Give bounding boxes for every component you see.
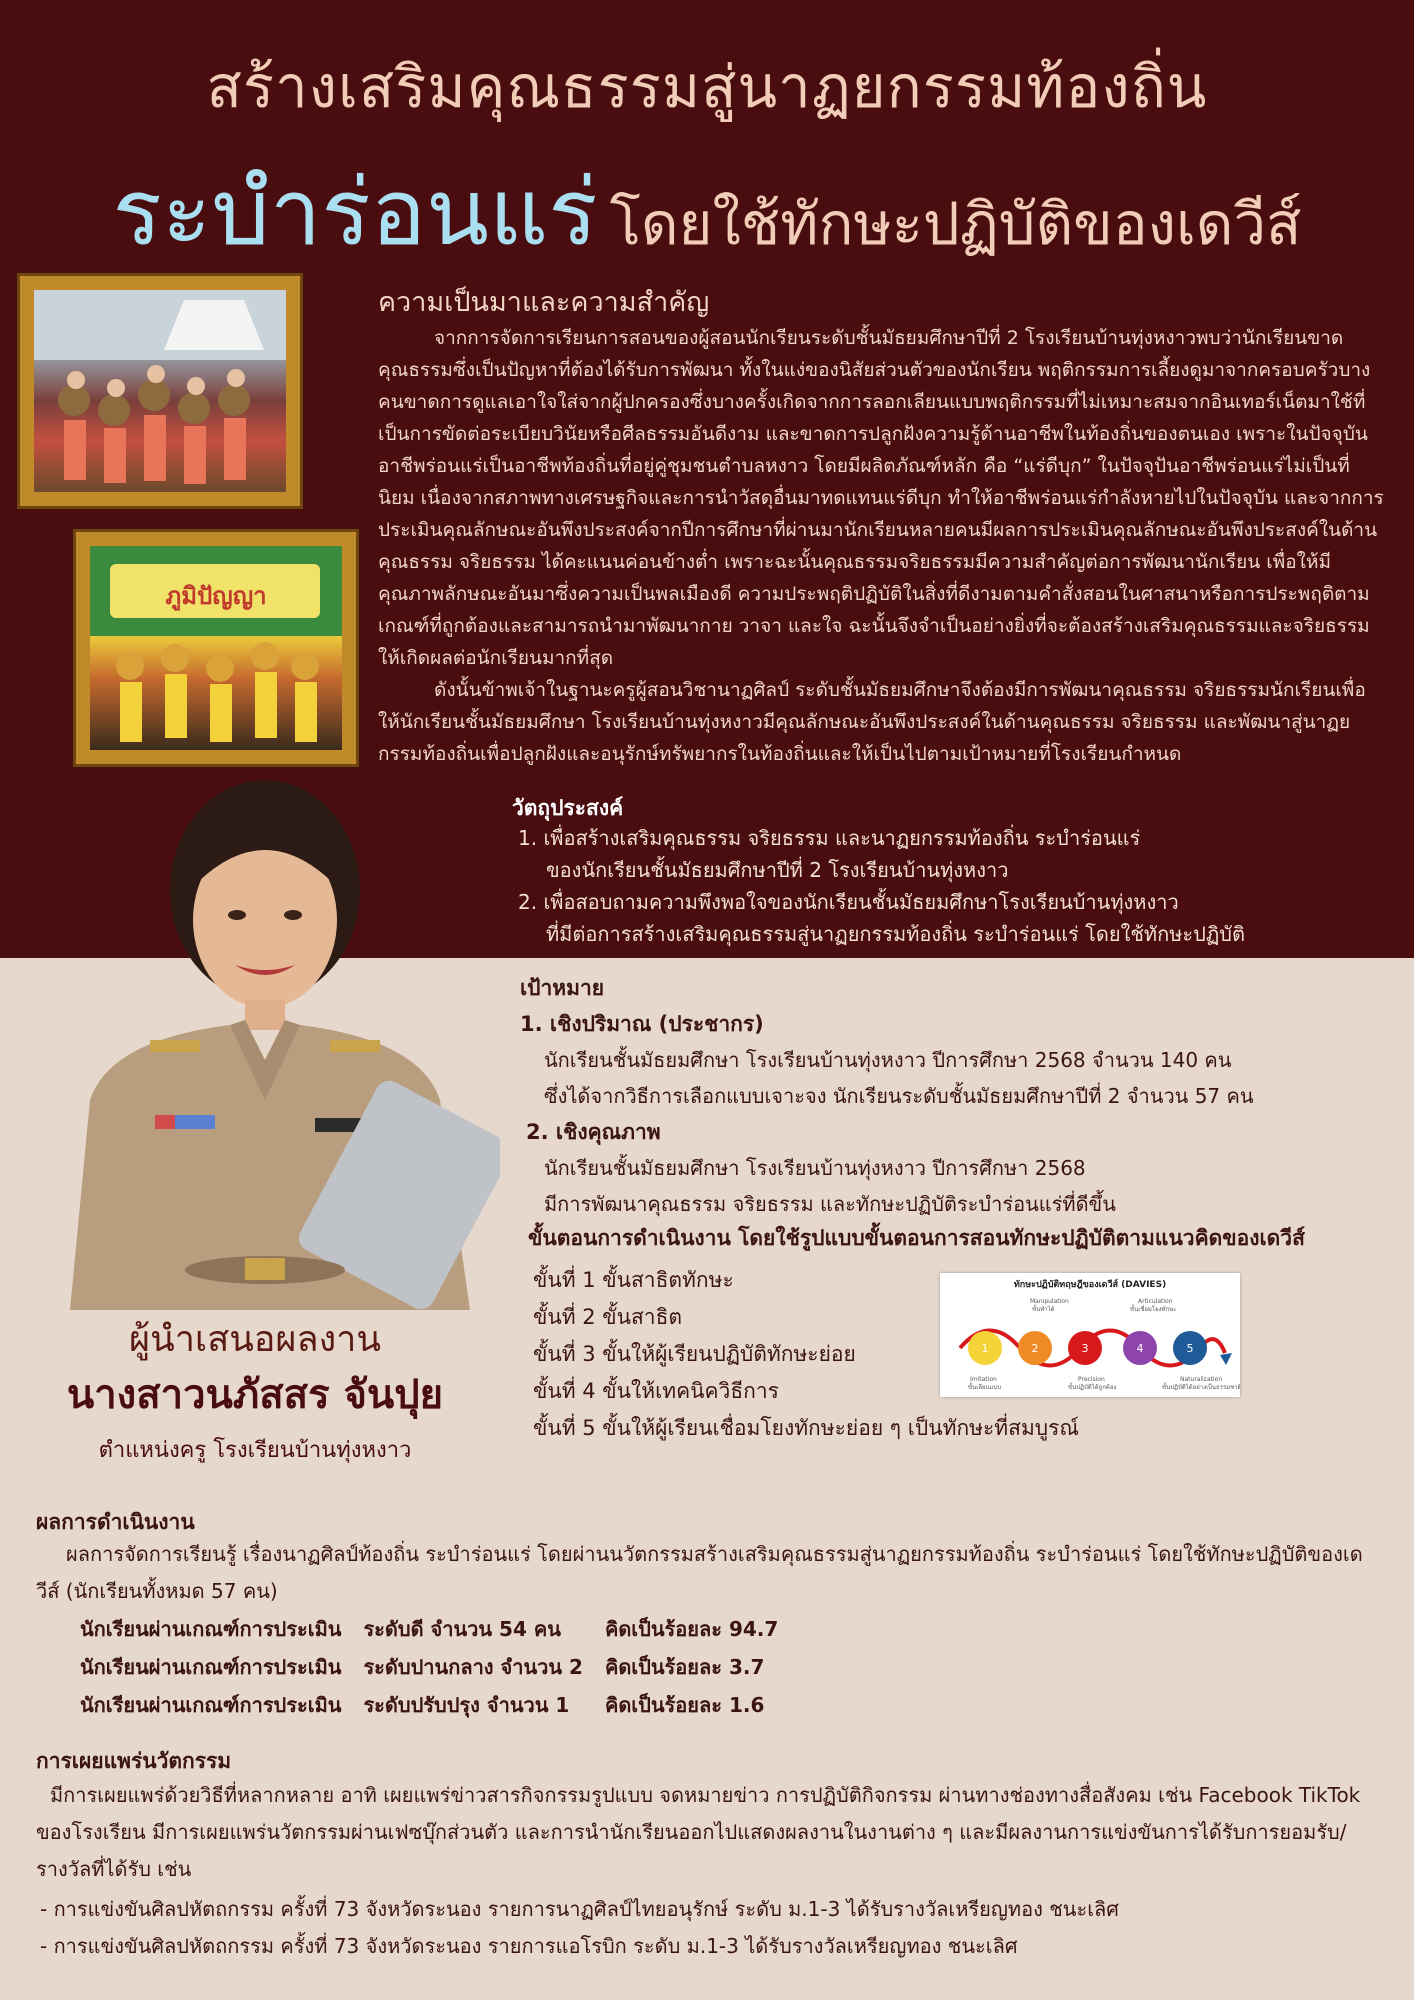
poster-title-line1: สร้างเสริมคุณธรรมสู่นาฏยกรรมท้องถิ่น xyxy=(206,53,1208,121)
objective-line: 1. เพื่อสร้างเสริมคุณธรรม จริยธรรม และนาฏยกรรมท้องถิ่น ระบำร่อนแร่ xyxy=(518,826,1141,850)
results-row xyxy=(80,1610,800,1648)
goals-heading: เป้าหมาย xyxy=(520,976,605,1000)
davies-node-label: 3 xyxy=(1081,1342,1089,1355)
presenter-heading: ผู้นำเสนอผลงาน xyxy=(129,1319,381,1360)
presenter-name: นางสาวนภัสสร จันปุย xyxy=(66,1372,444,1418)
step-item: ขั้นที่ 2 ขั้นสาธิต xyxy=(533,1305,683,1329)
goals-quantity-line2: ซึ่งได้จากวิธีการเลือกแบบเจาะจง นักเรียนระดับชั้นมัธยมศึกษาปีที่ 2 จำนวน 57 คน xyxy=(544,1084,1254,1108)
objective-subline: ของนักเรียนชั้นมัธยมศึกษาปีที่ 2 โรงเรียนบ้านทุ่งหงาว xyxy=(546,858,1009,882)
steps-heading: ขั้นตอนการดำเนินงาน โดยใช้รูปแบบขั้นตอนการสอนทักษะปฏิบัติตามแนวคิดของเดวีส์ xyxy=(528,1226,1305,1250)
davies-top-label: ขั้นเชื่อมโยงทักษะ xyxy=(1130,1306,1177,1313)
step-item: ขั้นที่ 5 ขั้นให้ผู้เรียนเชื่อมโยงทักษะย่อย ๆ เป็นทักษะที่สมบูรณ์ xyxy=(533,1416,1079,1440)
davies-node-label: 4 xyxy=(1136,1342,1144,1355)
davies-bottom-label: ขั้นเลียนแบบ xyxy=(968,1384,1002,1391)
background-paragraph-2: ดังนั้นข้าพเจ้าในฐานะครูผู้สอนวิชานาฏศิลป์ ระดับชั้นมัธยมศึกษาจึงต้องมีการพัฒนาคุณธรรม จริยธรรมนักเรียนเพื่อให้นักเรียนชั้นมัธยมศึกษา โรงเรียนบ้านทุ่งหงาวมีคุณลักษณะอันพึงประสงค์ในด้านคุณธรรม จริยธรรม และพัฒนาสู่นาฏยกรรมท้องถิ่นเพื่อปลูกฝังและอนุรักษ์ทรัพยากรในท้องถิ่นและให้เป็นไปตามเป้าหมายที่โรงเรียนกำหนด xyxy=(378,679,1366,765)
davies-diagram-title: ทักษะปฏิบัติทฤษฎีของเดวีส์ (DAVIES) xyxy=(1013,1280,1167,1290)
goals-quantity-line1: นักเรียนชั้นมัธยมศึกษา โรงเรียนบ้านทุ่งหงาว ปีการศึกษา 2568 จำนวน 140 คน xyxy=(544,1048,1232,1072)
award-item: - การแข่งขันศิลปหัตถกรรม ครั้งที่ 73 จังหวัดระนอง รายการแอโรบิก ระดับ ม.1-3 ได้รับรางวัลเหรียญทอง ชนะเลิศ xyxy=(40,1934,1018,1958)
results-cell: ระดับปรับปรุง จำนวน 1 xyxy=(363,1693,570,1717)
presenter-portrait xyxy=(30,770,500,1310)
objectives-list xyxy=(518,822,1245,950)
davies-bottom-label: Imitation xyxy=(970,1376,997,1383)
dancers-illustration-1 xyxy=(34,290,286,492)
dancers-photo-2 xyxy=(90,546,342,750)
davies-cycle-graphic xyxy=(940,1273,1240,1397)
background-heading: ความเป็นมาและความสำคัญ xyxy=(378,287,710,318)
photo-frame-1 xyxy=(20,276,300,506)
objective-item xyxy=(518,822,1245,886)
step-item: ขั้นที่ 3 ขั้นให้ผู้เรียนปฏิบัติทักษะย่อย xyxy=(533,1342,856,1366)
poster-title-line2 xyxy=(0,138,1414,285)
presenter-position: ตำแหน่งครู โรงเรียนบ้านทุ่งหงาว xyxy=(98,1438,412,1463)
dancers-photo-1 xyxy=(34,290,286,492)
davies-node-label: 5 xyxy=(1186,1342,1194,1355)
photo-frame-2 xyxy=(76,532,356,764)
step-item: ขั้นที่ 1 ขั้นสาธิตทักษะ xyxy=(533,1268,734,1292)
dissemination-paragraph: มีการเผยแพร่ด้วยวิธีที่หลากหลาย อาทิ เผยแพร่ข่าวสารกิจกรรมรูปแบบ จดหมายข่าว การปฏิบัติกิจกรรม ผ่านทางช่องทางสื่อสังคม เช่น Facebook TikTok ของโรงเรียน มีการเผยแพร่นวัตกรรมผ่านเฟซบุ๊กส่วนตัว และการนำนักเรียนออกไปแสดงผลงานในงานต่าง ๆ และมีผลงานการแข่งขันการได้รับการยอมรับ/รางวัลที่ได้รับ เช่น xyxy=(36,1783,1361,1881)
step-item: ขั้นที่ 4 ขั้นให้เทคนิควิธีการ xyxy=(533,1379,779,1403)
objectives-heading: วัตถุประสงค์ xyxy=(512,796,624,820)
poster-title-highlight: ระบำร่อนแร่ xyxy=(112,159,598,266)
davies-node-label: 2 xyxy=(1031,1342,1039,1355)
results-paragraph: ผลการจัดการเรียนรู้ เรื่องนาฏศิลป์ท้องถิ่น ระบำร่อนแร่ โดยผ่านนวัตกรรมสร้างเสริมคุณธรรมสู่นาฏยกรรมท้องถิ่น ระบำร่อนแร่ โดยใช้ทักษะปฏิบัติของเดวีส์ (นักเรียนทั้งหมด 57 คน) xyxy=(36,1542,1363,1603)
results-cell: ระดับดี จำนวน 54 คน xyxy=(363,1617,561,1641)
results-cell: นักเรียนผ่านเกณฑ์การประเมิน xyxy=(80,1617,342,1641)
davies-bottom-label: Precision xyxy=(1078,1376,1105,1383)
results-cell: คิดเป็นร้อยละ 94.7 xyxy=(604,1617,779,1641)
goals-quality-line2: มีการพัฒนาคุณธรรม จริยธรรม และทักษะปฏิบัติระบำร่อนแร่ที่ดีขึ้น xyxy=(544,1192,1116,1216)
davies-bottom-label: ขั้นปฏิบัติได้ถูกต้อง xyxy=(1068,1384,1117,1391)
davies-diagram xyxy=(940,1273,1240,1397)
goals-quantity-heading: 1. เชิงปริมาณ (ประชากร) xyxy=(520,1012,764,1036)
davies-top-label: ขั้นทำได้ xyxy=(1032,1306,1055,1313)
results-heading: ผลการดำเนินงาน xyxy=(36,1510,195,1534)
results-cell: คิดเป็นร้อยละ 3.7 xyxy=(604,1655,765,1679)
results-cell: นักเรียนผ่านเกณฑ์การประเมิน xyxy=(80,1693,342,1717)
objective-line: 2. เพื่อสอบถามความพึงพอใจของนักเรียนชั้นมัธยมศึกษาโรงเรียนบ้านทุ่งหงาว xyxy=(518,890,1179,914)
background-paragraph-1: จากการจัดการเรียนการสอนของผู้สอนนักเรียนระดับชั้นมัธยมศึกษาปีที่ 2 โรงเรียนบ้านทุ่งหงาวพบว่านักเรียนขาดคุณธรรมซึ่งเป็นปัญหาที่ต้องได้รับการพัฒนา ทั้งในแง่ของนิสัยส่วนตัวของนักเรียน พฤติกรรมการเลี้ยงดูมาจากครอบครัวบางคนขาดการดูแลเอาใจใส่จากผู้ปกครองซึ่งบางครั้งเกิดจากการลอกเลียนแบบพฤติกรรมที่ไม่เหมาะสมจากอินเทอร์เน็ตมาใช้ที่เป็นการขัดต่อระเบียบวินัยหรือศีลธรรมอันดีงาม และขาดการปลูกฝังความรู้ด้านอาชีพในท้องถิ่นของตนเอง เพราะในปัจจุบันอาชีพร่อนแร่เป็นอาชีพท้องถิ่นที่อยู่คู่ชุมชนตำบลหงาว โดยมีผลิตภัณฑ์หลัก คือ “แร่ดีบุก” ในปัจจุปันอาชีพร่อนแร่ไม่เป็นที่นิยม เนื่องจากสภาพทางเศรษฐกิจและการนำวัสดุอื่นมาทดแทนแร่ดีบุก ทำให้อาชีพร่อนแร่กำลังหายไปในปัจจุบัน และจากการประเมินคุณลักษณะอันพึงประสงค์จากปีการศึกษาที่ผ่านมานักเรียนหลายคนมีผลการประเมินคุณลักษณะอันพึงประสงค์ในด้านคุณธรรม จริยธรรม ได้คะแนนค่อนข้างต่ำ เพราะฉะนั้นคุณธรรมจริยธรรมมีความสำคัญต่อการพัฒนานักเรียน เพื่อให้มีคุณภาพลักษณะอันมาซึ่งความเป็นพลเมืองดี ความประพฤติปฏิบัติในสิ่งที่ดีงามตามคำสั่งสอนในศาสนาหรือการประพฤติตามเกณฑ์ที่ถูกต้องและสามารถนำมาพัฒนากาย วาจา และใจ ฉะนั้นจึงจำเป็นอย่างยิ่งที่จะต้องสร้างเสริมคุณธรรมและจริยธรรมให้เกิดผลต่อนักเรียนมากที่สุด xyxy=(378,327,1384,669)
davies-bottom-label: ขั้นปฏิบัติได้อย่างเป็นธรรมชาติ xyxy=(1162,1384,1240,1391)
background-text xyxy=(378,322,1384,770)
goals-quality-heading: 2. เชิงคุณภาพ xyxy=(526,1120,661,1144)
davies-top-label: Articulation xyxy=(1138,1298,1173,1305)
results-cell: นักเรียนผ่านเกณฑ์การประเมิน xyxy=(80,1655,342,1679)
award-item: - การแข่งขันศิลปหัตถกรรม ครั้งที่ 73 จังหวัดระนอง รายการนาฏศิลป์ไทยอนุรักษ์ ระดับ ม.1-3 ได้รับรางวัลเหรียญทอง ชนะเลิศ xyxy=(40,1897,1120,1921)
objective-subline: ที่มีต่อการสร้างเสริมคุณธรรมสู่นาฏยกรรมท้องถิ่น ระบำร่อนแร่ โดยใช้ทักษะปฏิบัติ xyxy=(546,922,1245,946)
results-row xyxy=(80,1686,800,1724)
results-cell: ระดับปานกลาง จำนวน 2 xyxy=(363,1655,583,1679)
objective-item xyxy=(518,886,1245,950)
photo2-sign-text: ภูมิปัญญา xyxy=(165,582,267,610)
davies-node-label: 1 xyxy=(981,1342,989,1355)
results-table xyxy=(80,1610,800,1724)
results-cell: คิดเป็นร้อยละ 1.6 xyxy=(604,1693,765,1717)
goals-block xyxy=(520,970,1400,1222)
davies-bottom-label: Naturalization xyxy=(1180,1376,1223,1383)
goals-quality-line1: นักเรียนชั้นมัธยมศึกษา โรงเรียนบ้านทุ่งหงาว ปีการศึกษา 2568 xyxy=(544,1156,1086,1180)
davies-top-label: Manipulation xyxy=(1030,1298,1069,1305)
poster-title-rest: โดยใช้ทักษะปฏิบัติของเดวีส์ xyxy=(609,190,1302,258)
results-row xyxy=(80,1648,800,1686)
dissemination-heading: การเผยแพร่นวัตกรรม xyxy=(36,1749,232,1773)
